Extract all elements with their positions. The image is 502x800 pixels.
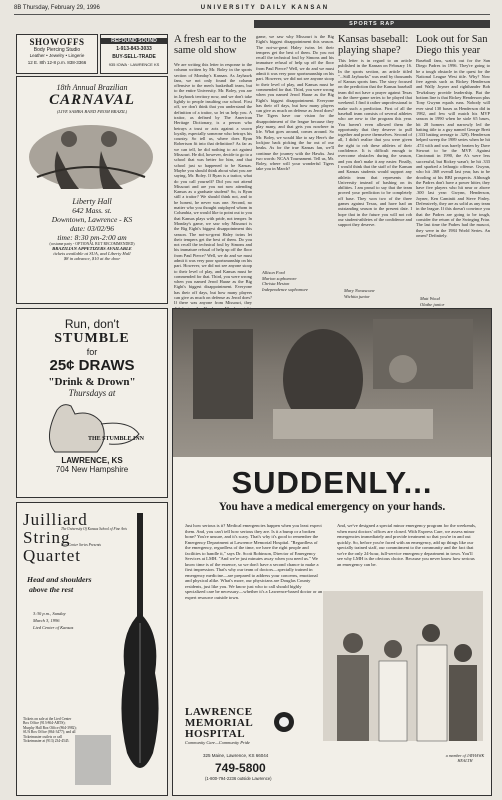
lmh-emblem-icon bbox=[273, 711, 295, 733]
showoffs-line: Body Piercing Studio bbox=[33, 47, 81, 53]
hospital-subhead: You have a medical emergency on your hands. bbox=[218, 501, 446, 513]
carnaval-street: 642 Mass. st. bbox=[72, 206, 112, 215]
juilliard-sub: The University Of Kansas School of Fine Arts bbox=[61, 527, 127, 531]
carnaval-title: CARNAVAL bbox=[49, 92, 135, 108]
stumble-l6: Thursdays at bbox=[68, 388, 116, 398]
stumble-l3: for bbox=[86, 347, 98, 357]
refound-phone: 1-913-843-3033 bbox=[116, 46, 152, 52]
carnaval-city: Downtown, Lawrence - KS bbox=[51, 215, 133, 224]
hospital-headline: SUDDENLY... bbox=[231, 465, 433, 500]
hospital-body-col1: Just how serious is it? Medical emergencies happen when you least expect them. And, you can't tell how serious they are. Is it a bump or a broken bone? You're unsure, and it's scary. That's why it's good to remember the Emergency Department at Lawrence Memorial Hospital. "Regardless of the emergency, regardless of the time, we have the right people and facilities to handle it," says Dr. Scott Robinson, Director of Emergency Services at LMH. "And we're just minutes away when you need us." We know time is of the essence, so we don't have a second chance to make a first impression. That's why our team of doctors—specially trained in emergency medicine—are prepared to address your concerns, emotional and physical alike. What's more, our physicians are Douglas County residents, just like you. We know just who to call should highly specialized care be necessary—whether it's a Lawrence-based doctor or an expert resource outside town. bbox=[185, 523, 323, 600]
showoffs-sub: Leather • Jewelry • Lingerie bbox=[29, 53, 85, 58]
carnaval-venue: Liberty Hall bbox=[72, 197, 112, 206]
carnaval-top: 18th Annual Brazilian bbox=[56, 83, 128, 92]
emergency-room-illustration bbox=[173, 309, 491, 457]
hospital-phone-2: (1-800-794-2236 outside Lawrence) bbox=[205, 776, 272, 781]
juilliard-tix: Tickets on sale at the Lied Center Box Office (913-864-ARTS); Murphy Hall Box Office (864-3982); SUA Box Office (864-3477); and all Ticketmaster outlets or call Ticketmaster at (913) 234-4545. bbox=[23, 717, 77, 744]
juilliard-sub2: Lied Center Series Presents bbox=[61, 543, 101, 547]
letter-2-signature: Mary Novascone Wichita junior bbox=[344, 288, 375, 299]
lmh-logo-3: HOSPITAL bbox=[185, 728, 246, 740]
carnaval-date: date: 03/02/96 bbox=[70, 224, 114, 233]
refound-sound-ad bbox=[100, 34, 168, 74]
juilliard-t2: String bbox=[23, 528, 71, 547]
stumble-l5: "Drink & Drown" bbox=[48, 376, 136, 388]
letter-2-headline: Kansas baseball: playing shape? bbox=[338, 34, 409, 56]
carnaval-tickets: tickets available at SUA, and Liberty Hall bbox=[53, 251, 131, 256]
letter-1-cont: game, we saw why Missouri is the Big Eight's biggest disappointment this season. The not-so-great Haley twins let their tempers get the best of them. Do you not recall the technical foul by Simons and his immature refusal of help up off the floor from Paul Pierce? Well, we do and we must admit it was very poor sportsmanship on his part. However, we did not see anyone stoop to their level of play, and Kansas must be commended for that. Third, you were wrong when you named Jerod Haase as the Big Eight's biggest disappointment. Everyone has their off days, but how many players can give as much on defense as Jerod does? The Tigers have our vision for the disappointment of the league because they play many, and that gets you nowhere in life. What goes around, comes around. So Mr. Boley, we would like to say Here's the lockjaw back picking the fur out of our beaks. As for the true Kansas fan, we'll continue the journey with the Hawks. Just two words: NCAA Tournament. Tell us, Mr. Boley, where will your wonderful Tigers take you in March? bbox=[256, 34, 334, 172]
carnaval-ad bbox=[16, 76, 168, 304]
staff-illustration bbox=[323, 591, 483, 741]
carnaval-appetizers: BRAZILIAN APPETIZERS AVAILABLE bbox=[52, 246, 132, 251]
lmh-logo-tag: Community Care—Community Pride bbox=[185, 740, 250, 745]
letter-2-head bbox=[338, 34, 412, 56]
letter-1-signature: Allison Ford Marion sophomore Christa Heston Independence sophomore bbox=[262, 270, 308, 292]
hospital-ad bbox=[172, 308, 492, 796]
stumble-l8: LAWRENCE, KS bbox=[61, 456, 123, 465]
hospital-address: 325 Maine, Lawrence, KS 66044 bbox=[203, 753, 269, 758]
jug-logo-illustration bbox=[17, 400, 165, 456]
stumble-inn-ad bbox=[16, 308, 168, 498]
juilliard-t1: Juilliard bbox=[23, 510, 88, 529]
juilliard-when1: 3:30 p.m., Sunday bbox=[33, 611, 66, 616]
jayhawk-health-badge: a member of JAYHAWK HEALTH bbox=[445, 753, 485, 763]
hospital-body-col2: And, we've designed a special minor emergency program for the weekends, when most doctors' offices are closed. With Express Care, we assess minor emergencies immediately and provide treatment so that you're in and out quickly. So, before you're faced with an emergency, add up things like our specially trained staff, our commitment to the community and the fact that we're the only 24-hour, full-service emergency department in town. You'll see why LMH is the obvious choice. Because you never know how serious an emergency can be. bbox=[337, 523, 477, 567]
header-date: 8B Thursday, February 29, 1996 bbox=[14, 5, 100, 11]
page-header bbox=[14, 2, 490, 15]
masthead: UNIVERSITY DAILY KANSAN bbox=[200, 5, 330, 11]
letter-2-body: This letter is in regard to an article published in the Kansan on February 16. In the sports section, an article titled "...Still Jayhawks" was read by thousands of Kansas sports fans. The story focused on the prediction that the Kansas baseball team did not have a prayer against Texas in the three-game series to be played that weekend. I find it rather unprofessional to make such a prediction. First of all the baseball team consists of several athletes who are new to the program this year. You haven't even allowed them the opportunity that they deserve to pull together and prove themselves. Second of all, I didn't realize that you were given the right to rob these athletes of their confidence. It is difficult enough to overcome obstacles during the season, and you don't make it any easier. Finally, I would think that the staff of the Kansan and Kansas students would support any athletic team that represents the University instead of bashing on its abilities. I am proud to say that the team proved your prediction to be completely off base. They won two of the three games against Texas, and have had an outstanding season to the present date. I hope that in the future you will not rob our student-athletes of the confidence and support they deserve. bbox=[338, 58, 412, 228]
refound-tag: BUY-SELL-TRADE bbox=[112, 54, 156, 60]
showoffs-name: SHOWOFFS bbox=[29, 37, 85, 47]
emergency-photo bbox=[173, 309, 491, 457]
letter-3-head bbox=[416, 34, 490, 56]
juilliard-when2: March 3, 1996 bbox=[33, 618, 60, 623]
stumble-l9: 704 New Hampshire bbox=[55, 465, 129, 474]
sports-rap-bar bbox=[254, 20, 490, 28]
cello-illustration bbox=[117, 513, 163, 783]
carnaval-time: time: 8:30 pm-2:00 am bbox=[57, 233, 127, 242]
juilliard-tag1: Head and shoulders bbox=[27, 575, 92, 584]
sports-rap-label: SPORTS RAP bbox=[349, 21, 395, 27]
stumble-l2: STUMBLE bbox=[54, 331, 130, 346]
carnaval-price: $8 in advance, $10 at the door bbox=[63, 256, 121, 261]
stumble-l1: Run, don't bbox=[64, 317, 120, 331]
stumble-l4: 25¢ DRAWS bbox=[49, 357, 135, 374]
letter-3-headline: Look out for San Diego this year bbox=[416, 34, 488, 56]
lmh-logo-2: MEMORIAL bbox=[185, 717, 254, 729]
staff-photo bbox=[323, 591, 483, 741]
letter-3-signature: Matt Wood Olathe junior bbox=[420, 296, 445, 307]
refound-name: REFOUND SOUND bbox=[101, 38, 167, 44]
dancers-illustration bbox=[17, 117, 165, 195]
juilliard-ad bbox=[16, 502, 168, 796]
sponsor-logos bbox=[75, 735, 111, 785]
letter-1-head bbox=[174, 34, 252, 56]
stumble-l7: THE STUMBLE INN bbox=[87, 436, 144, 442]
juilliard-t3: Quartet bbox=[23, 546, 81, 565]
letter-1-body-b bbox=[256, 34, 334, 264]
juilliard-tag2: above the rest bbox=[29, 585, 74, 594]
carnaval-costume: (costume party - OPTIONAL BUT RECOMMENDED) bbox=[49, 242, 135, 246]
letter-3-body: Baseball fans, watch out for the San Diego Padres in 1996. They're going to be a tough obstacle in the quest for the National League West title. Why? Now free agents such as Rickey Henderson and Wally Joyner and righthander Bob Tewksbury provide leadership. But the bottom line is that Rickey Henderson plus Tony Gwynn equals runs. Nobody will ever steal 130 bases as Henderson did in 1982, and few will match his MVP season in 1990 when he stole 65 bases, hit 28 homers and narrowly led the batting title to a guy named George Brett (.333 batting average to .329). Henderson helped sweep the 1989 series when he hit .474 with and was barely beaten by Dave Stewart to be the MVP. Against Cincinnati in 1990, the A's were less successful, but Rickey wasn't; he hit .333 and sparked a lethargic offense. Gwynn, who hit .368 overall last year, has to be drooling at his RBI prospects. Although the Padres don't have a power hitter, they have five players who hit near or above .300 last year: Gwynn, Henderson, Joyner, Ken Caminiti and Steve Finley. Defensively, they are as solid as any team in the league. If this doesn't convince you that the Padres are going to be tough, consider the return of the Swinging Friar. The last time the Padres had the mascot, they were in the 1984 World Series. An omen? Definitely. bbox=[416, 58, 490, 238]
letter-1-body-a: We are writing this letter in response to the column written by Mr. Boley in the sports section of Monday's Kansan. As Jayhawk fans, we not only found the column offensive to the men's basketball team, but to the entire University. Mr. Boley, you are in Jayhawk territory now, and we don't take lightly to people insulting our school. First off, we don't think that you understand the definition of a traitor, so let us help you. A traitor, as defined by The American Heritage Dictionary, is a person who betrays a trust or acts against a sworn loyalty, especially someone who betrays his country. So tell us, where does Ryan Robertson fit into that definition? As far as we can tell, he did nothing to act against Missouri. He did, however, decide to go to a school that was better for him, and that school just so happened to be Kansas. Maybe you should think about what you are saying, Mr. Boley. If Ryan is a traitor, what do you call yourself? Did you not attend Missouri and are you not now attending Kansas as a graduate student? So, is Ryan still a traitor? We should think not, and to be honest, he never was one. Second, no matter who you thought outplayed whom in Columbia, we would like to point out to you that Kansas plays with pride, not temper. In Monday's game, we saw why Missouri is the Big Eight's biggest disappointment this season. The not-so-great Haley twins let their tempers get the best of them. Do you not recall the technical foul by Simons and his immature refusal of help up off the floor from Paul Pierce? Well, we do and we must admit it was very poor sportsmanship on his part. However, we did not see anyone stoop to their level of play, and Kansas must be commended for that. Third, you were wrong when you named Jerod Haase as the Big Eight's biggest disappointment. Everyone has their off days, but how many players can give as much on defense as Jerod does? If there was anyone from Missouri, they bbox=[174, 62, 252, 306]
refound-addr: 935 IOWA · LAWRENCE KS bbox=[108, 62, 160, 67]
hospital-phone: 749-5800 bbox=[215, 761, 266, 775]
carnaval-band: (LIVE SAMBA BAND FROM BRAZIL) bbox=[56, 109, 128, 114]
showoffs-hours: 12 E. 8th 12-8 p.m. 838-3366 bbox=[27, 60, 87, 65]
lmh-logo-1: LAWRENCE bbox=[185, 706, 253, 718]
showoffs-ad bbox=[16, 34, 98, 74]
letter-1-headline: A fresh ear to the same old show bbox=[174, 34, 247, 56]
juilliard-place: Lied Center of Kansas bbox=[33, 625, 74, 630]
